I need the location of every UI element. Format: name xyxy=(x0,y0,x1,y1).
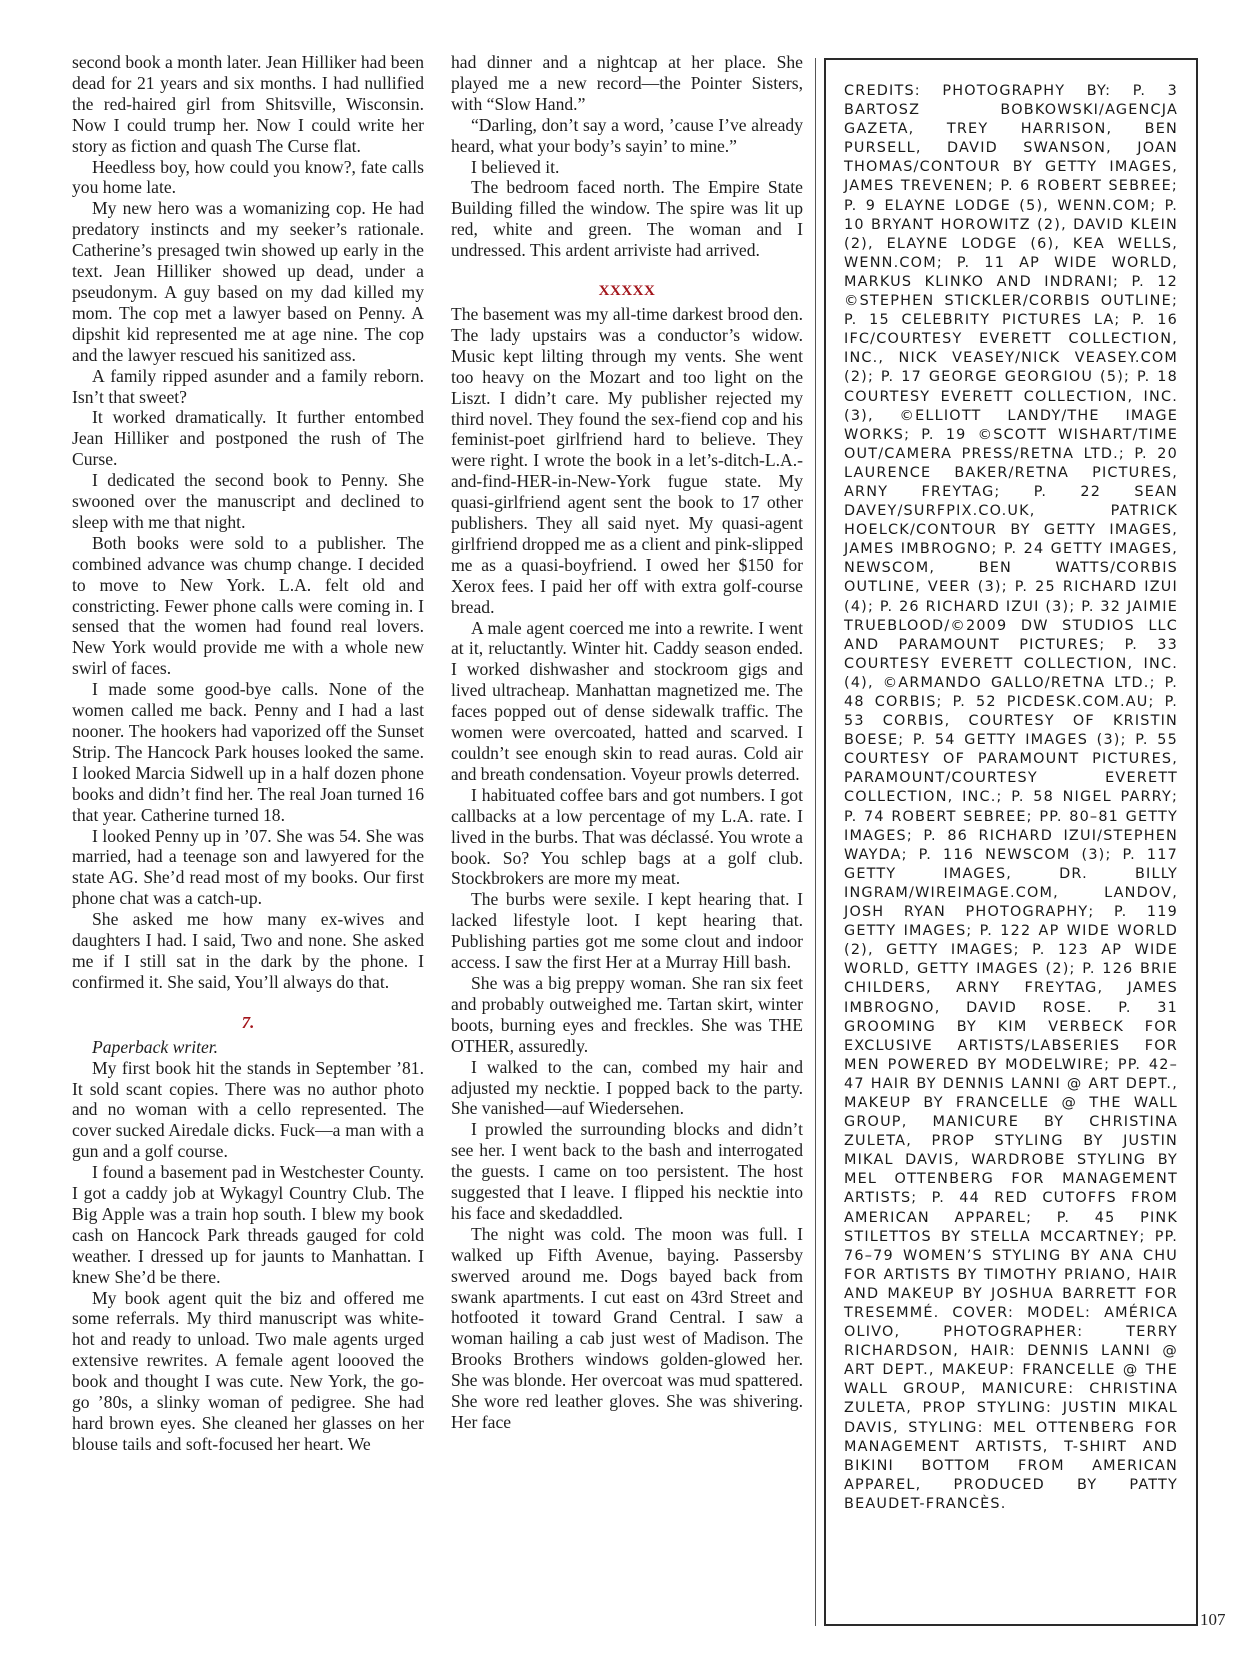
paragraph: had dinner and a nightcap at her place. She played me a new record—the Pointer Sisters, with “Slow Hand.” xyxy=(451,52,803,114)
paragraph: I habituated coffee bars and got numbers. I got callbacks at a low percentage of my L.A. rate. I lived in the burbs. That was déclassé. You wrote a book. So? You schlep bags at a golf club. Stockbrokers are more my meat. xyxy=(451,784,803,889)
section-number: 7. xyxy=(241,1012,255,1032)
paragraph: I looked Penny up in ’07. She was 54. She was married, had a teenage son and lawyered for the state AG. She’d read most of my books. Our first phone chat was a catch-up. xyxy=(72,825,424,909)
paragraph: I dedicated the second book to Penny. She swooned over the manuscript and declined to sleep with me that night. xyxy=(72,470,424,532)
paragraph: The night was cold. The moon was full. I walked up Fifth Avenue, baying. Passersby swerved around me. Dogs bayed back from swank apartments. I cut east on 43rd Street and hotfooted it toward Grand Central. I saw a woman hailing a cab just west of Madison. The Brooks Brothers windows golden-glowed her. She was blonde. Her overcoat was mud spattered. She wore red leather gloves. She was shivering. Her face xyxy=(451,1223,803,1432)
paragraph: second book a month later. Jean Hilliker had been dead for 21 years and six months. I had nullified the red-haired girl from Shitsville, Wisconsin. Now I could trump her. Now I could write her story as fiction and quash The Curse flat. xyxy=(72,52,424,156)
paragraph: She asked me how many ex-wives and daughters I had. I said, Two and none. She asked me if I still sat in the dark by the phone. I confirmed it. She said, You’ll always do that. xyxy=(72,909,424,992)
photo-credits-box xyxy=(824,58,1198,1626)
paragraph: It worked dramatically. It further entombed Jean Hilliker and postponed the rush of The Curse. xyxy=(72,407,424,470)
paragraph: My first book hit the stands in September ’81. It sold scant copies. There was no author photo and no woman with a cello represented. The cover sucked Airedale dicks. Fuck—a man with a gun and a golf course. xyxy=(72,1057,424,1162)
article-column-left xyxy=(72,52,424,1664)
paragraph: I prowled the surrounding blocks and didn’t see her. I went back to the bash and interrogated the guests. I came on too persistent. The host suggested that I leave. I flipped his necktie into his face and skedaddled. xyxy=(451,1119,803,1223)
paragraph: My new hero was a womanizing cop. He had predatory instincts and my seeker’s rationale. Catherine’s presaged twin showed up early in the text. Jean Hilliker showed up dead, under a pseudonym. A guy based on my dad killed my mom. The cop met a lawyer based on Penny. A dipshit kid represented me at age nine. The cop and the lawyer rescued his sanitized ass. xyxy=(72,198,424,365)
paragraph: The bedroom faced north. The Empire State Building filled the window. The spire was lit up red, white and green. The woman and I undressed. This ardent arriviste had arrived. xyxy=(451,177,803,261)
section-kicker: Paperback writer. xyxy=(92,1036,219,1057)
paragraph: The basement was my all-time darkest brood den. The lady upstairs was a conductor’s widow. Music kept lilting through my vents. She went too heavy on the Mozart and too light on the Liszt. I didn’t care. My publisher rejected my third novel. They found the sex-fiend cop and his feminist-poet girlfriend hard to believe. They were right. I wrote the book in a let’s-ditch-L.A.-and-find-HER-in-New-York fugue state. My quasi-girlfriend agent sent the book to 17 other publishers. They all said nyet. My quasi-agent girlfriend dropped me as a client and pink-slipped me as a quasi-boyfriend. I owed her $150 for Xerox fees. I paid her off with extra golf-course bread. xyxy=(451,303,803,617)
paragraph: A male agent coerced me into a rewrite. I went at it, reluctantly. Winter hit. Caddy season ended. I worked dishwasher and stockroom gigs and lived ultracheap. Manhattan magnetized me. The faces popped out of dense sidewalk traffic. The women were overcoated, hatted and scarved. I couldn’t see enough skin to read auras. Cold air and breath condensation. Voyeur prowls deterred. xyxy=(451,617,803,784)
page-number: 107 xyxy=(1200,1610,1226,1629)
paragraph: A family ripped asunder and a family reborn. Isn’t that sweet? xyxy=(72,365,424,407)
paragraph: I believed it. xyxy=(471,156,560,177)
paragraph: She was a big preppy woman. She ran six feet and probably outweighed me. Tartan skirt, winter boots, burning eyes and freckles. She was THE OTHER, assuredly. xyxy=(451,972,803,1056)
paragraph: My book agent quit the biz and offered me some referrals. My third manuscript was white-hot and ready to unload. Two male agents urged extensive rewrites. A female agent loooved the book and thought I was cute. New York, the go-go ’80s, a slinky woman of pedigree. She had hard brown eyes. She cleaned her glasses on her blouse tails and soft-focused her heart. We xyxy=(72,1287,424,1454)
photo-credits-text: CREDITS: PHOTOGRAPHY BY: P. 3 BARTOSZ BOBKOWSKI/AGENCJA GAZETA, TREY HARRISON, BEN PURSELL, DAVID SWANSON, JOAN THOMAS/CONTOUR BY GETTY IMAGES, JAMES TREVENEN; P. 6 ROBERT SEBREE; P. 9 ELAYNE LODGE (5), WENN.COM; P. 10 BRYANT HOROWITZ (2), DAVID KLEIN (2), ELAYNE LODGE (6), KEA WELLS, WENN.COM; P. 11 AP WIDE WORLD, MARKUS KLINKO AND INDRANI; P. 12 ©STEPHEN STICKLER/CORBIS OUTLINE; P. 15 CELEBRITY PICTURES LA; P. 16 IFC/COURTESY EVERETT COLLECTION, INC., NICK VEASEY/NICK VEASEY.COM (2); P. 17 GEORGE GEORGIOU (5); P. 18 COURTESY EVERETT COLLECTION, INC. (3), ©ELLIOTT LANDY/THE IMAGE WORKS; P. 19 ©SCOTT WISHART/TIME OUT/CAMERA PRESS/RETNA LTD.; P. 20 LAURENCE BAKER/RETNA PICTURES, ARNY FREYTAG; P. 22 SEAN DAVEY/SURFPIX.CO.UK, PATRICK HOELCK/CONTOUR BY GETTY IMAGES, JAMES IMBROGNO; P. 24 GETTY IMAGES, NEWSCOM, BEN WATTS/CORBIS OUTLINE, VEER (3); P. 25 RICHARD IZUI (4); P. 26 RICHARD IZUI (3); P. 32 JAIMIE TRUEBLOOD/©2009 DW STUDIOS LLC AND PARAMOUNT PICTURES; P. 33 COURTESY EVERETT COLLECTION, INC. (4), ©ARMANDO GALLO/RETNA LTD.; P. 48 CORBIS; P. 52 PICDESK.COM.AU; P. 53 CORBIS, COURTESY OF KRISTIN BOESE; P. 54 GETTY IMAGES (3); P. 55 COURTESY OF PARAMOUNT PICTURES, PARAMOUNT/COURTESY EVERETT COLLECTION, INC.; P. 58 NIGEL PARRY; P. 74 ROBERT SEBREE; PP. 80–81 GETTY IMAGES; P. 86 RICHARD IZUI/STEPHEN WAYDA; P. 116 NEWSCOM (3); P. 117 GETTY IMAGES, DR. BILLY INGRAM/WIREIMAGE.COM, LANDOV, JOSH RYAN PHOTOGRAPHY; P. 119 GETTY IMAGES; P. 122 AP WIDE WORLD (2), GETTY IMAGES; P. 123 AP WIDE WORLD, GETTY IMAGES (2); P. 126 BRIE CHILDERS, ARNY FREYTAG, JAMES IMBROGNO, DAVID ROSE. P. 31 GROOMING BY KIM VERBECK FOR EXCLUSIVE ARTISTS/LABSERIES FOR MEN POWERED BY MODELWIRE; PP. 42–47 HAIR BY DENNIS LANNI @ ART DEPT., MAKEUP BY FRANCELLE @ THE WALL GROUP, MANICURE BY CHRISTINA ZULETA, PROP STYLING BY JUSTIN MIKAL DAVIS, WARDROBE STYLING BY MEL OTTENBERG FOR MANAGEMENT ARTISTS; P. 44 RED CUTOFFS FROM AMERICAN APPAREL; P. 45 PINK STILETTOS BY STELLA MCCARTNEY; PP. 76–79 WOMEN’S STYLING BY ANA CHU FOR ARTISTS BY TIMOTHY PRIANO, HAIR AND MAKEUP BY JOSHUA BARRETT FOR TRESEMMÉ. COVER: MODEL: AMÉRICA OLIVO, PHOTOGRAPHER: TERRY RICHARDSON, HAIR: DENNIS LANNI @ ART DEPT., MAKEUP: FRANCELLE @ THE WALL GROUP, MANICURE: CHRISTINA ZULETA, PROP STYLING: JUSTIN MIKAL DAVIS, STYLING: MEL OTTENBERG FOR MANAGEMENT ARTISTS, T-SHIRT AND BIKINI BOTTOM FROM AMERICAN APPAREL, PRODUCED BY PATTY BEAUDET-FRANCÈS. xyxy=(844,83,1178,1512)
paragraph: I walked to the can, combed my hair and adjusted my necktie. I popped back to the party. She vanished—auf Wiedersehen. xyxy=(451,1056,803,1119)
paragraph: I found a basement pad in Westchester County. I got a caddy job at Wykagyl Country Club. The Big Apple was a train hop south. I blew my book cash on Hancock Park threads gauged for cold weather. I dressed up for jaunts to Manhattan. I knew She’d be there. xyxy=(72,1162,424,1287)
paragraph: Both books were sold to a publisher. The combined advance was chump change. I decided to move to New York. L.A. felt old and constricting. Fewer phone calls were coming in. I sensed that the women had found real lovers. New York would provide me with a whole new swirl of faces. xyxy=(72,532,424,679)
column-divider xyxy=(815,58,816,1626)
article-column-middle xyxy=(451,52,803,1664)
paragraph: I made some good-bye calls. None of the women called me back. Penny and I had a last nooner. The hookers had vaporized off the Sunset Strip. The Hancock Park houses looked the same. I looked Marcia Sidwell up in a half dozen phone books and didn’t find her. The real Joan turned 16 that year. Catherine turned 18. xyxy=(72,679,424,825)
song-lyric-quote: “Darling, don’t say a word, ’cause I’ve already heard, what your body’s sayin’ to mine.” xyxy=(451,114,803,156)
paragraph: The burbs were sexile. I kept hearing that. I lacked lifestyle loot. I kept hearing that. Publishing parties got me some clout and indoor access. I saw the first Her at a Murray Hill bash. xyxy=(451,889,803,973)
section-break-ornament: XXXXX xyxy=(598,283,656,300)
paragraph: Heedless boy, how could you know?, fate calls you home late. xyxy=(72,156,424,198)
